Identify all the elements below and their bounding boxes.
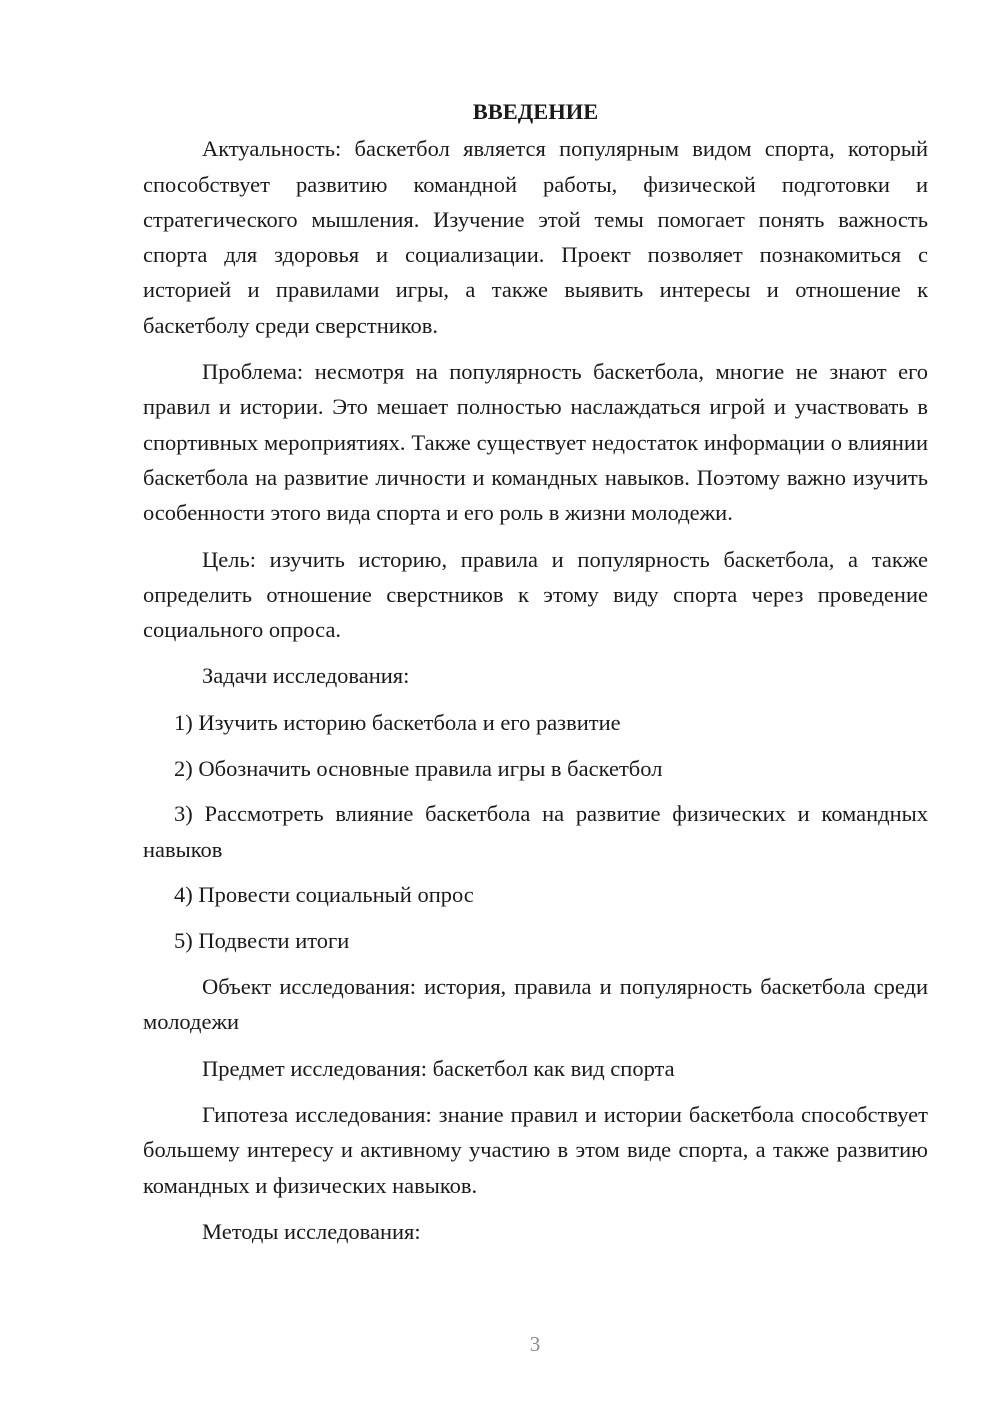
subject-paragraph: Предмет исследования: баскетбол как вид спорта	[202, 1055, 675, 1081]
problem-paragraph: Проблема: несмотря на популярность баскетбола, многие не знают его правил и истории. Это мешает полностью наслаждаться игрой и участвовать в спортивных мероприятиях. Также существует недостаток информации о влиянии баскетбола на развитие личности и командных навыков. Поэтому важно изучить особенности этого вида спорта и его роль в жизни молодежи.	[143, 359, 928, 526]
page-content	[143, 94, 928, 1260]
task-item-3: 3) Рассмотреть влияние баскетбола на развитие физических и командных навыков	[143, 801, 928, 862]
task-item-5: 5) Подвести итоги	[174, 928, 350, 954]
relevance-paragraph: Актуальность: баскетбол является популярным видом спорта, который способствует развитию командной работы, физической подготовки и стратегического мышления. Изучение этой темы помогает понять важность спорта для здоровья и социализации. Проект позволяет познакомиться с историей и правилами игры, а также выявить интересы и отношение к баскетболу среди сверстников.	[143, 136, 928, 338]
task-item-2: 2) Обозначить основные правила игры в баскетбол	[174, 755, 663, 781]
tasks-title: Задачи исследования:	[202, 663, 410, 689]
task-item-4: 4) Провести социальный опрос	[174, 882, 474, 908]
goal-paragraph: Цель: изучить историю, правила и популярность баскетбола, а также определить отношение сверстников к этому виду спорта через проведение социального опроса.	[143, 546, 928, 643]
object-paragraph: Объект исследования: история, правила и популярность баскетбола среди молодежи	[143, 974, 928, 1035]
section-heading: ВВЕДЕНИЕ	[472, 99, 599, 124]
methods-paragraph: Методы исследования:	[202, 1218, 421, 1244]
hypothesis-paragraph: Гипотеза исследования: знание правил и истории баскетбола способствует большему интересу и активному участию в этом виде спорта, а также развитию командных и физических навыков.	[143, 1101, 928, 1198]
page-number: 3	[529, 1332, 541, 1356]
task-item-1: 1) Изучить историю баскетбола и его развитие	[174, 709, 621, 735]
